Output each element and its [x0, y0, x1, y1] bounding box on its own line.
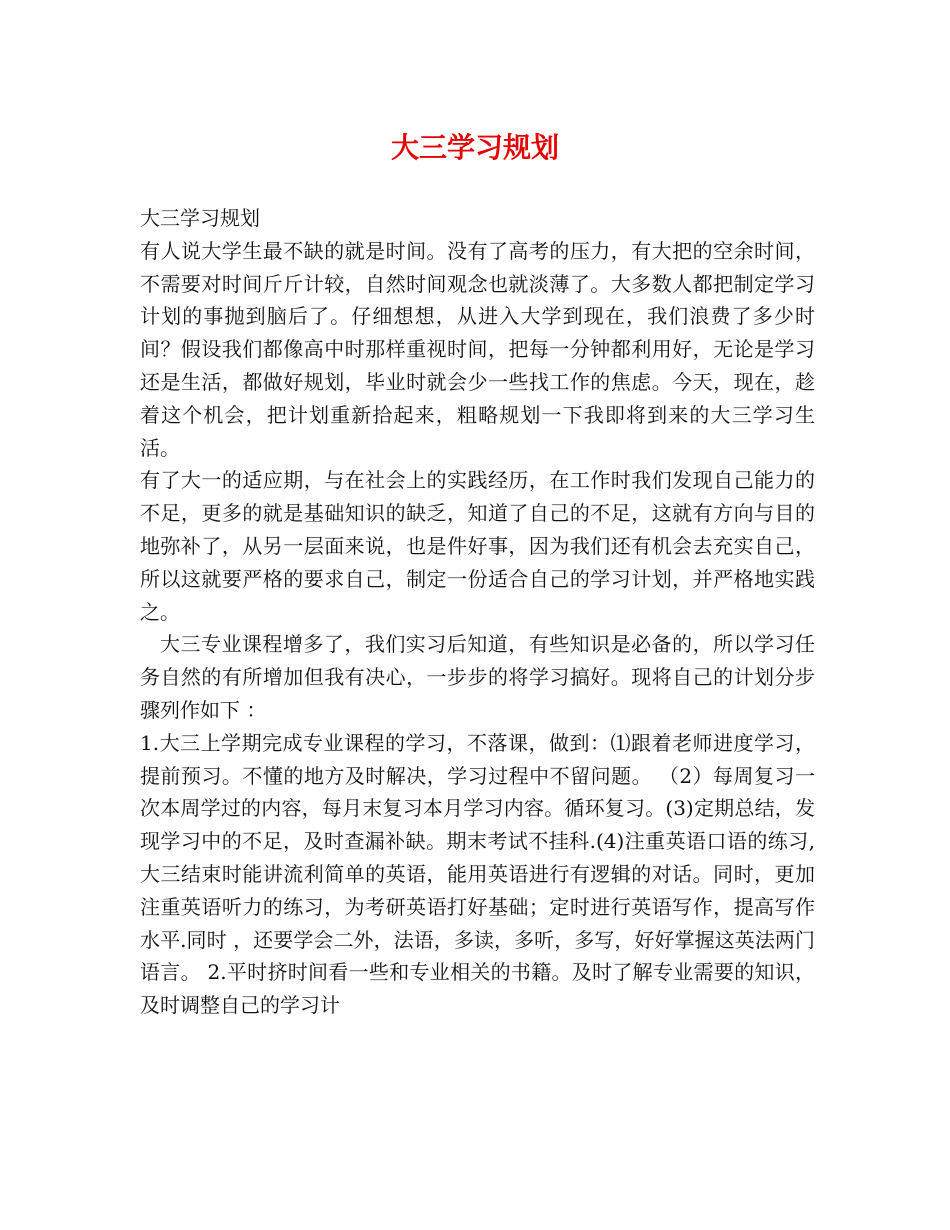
plan-steps-paragraph: 1.大三上学期完成专业课程的学习，不落课，做到：⑴跟着老师进度学习，提前预习。不懂的地方及时解决，学习过程中不留问题。 （2）每周复习一次本周学过的内容，每月末复习本月学习内容。循环复习。(3)定期总结，发现学习中的不足，及时查漏补缺。期末考试不挂科.(4)注重英语口语的练习,大三结束时能讲流利简单的英语，能用英语进行有逻辑的对话。同时，更加注重英语听力的练习，为考研英语打好基础；定时进行英语写作，提高写作水平.同时 ，还要学会二外，法语，多读，多听，多写，好好掌握这英法两门语言。 2.平时挤时间看一些和专业相关的书籍。及时了解专业需要的知识，及时调整自己的学习计: [140, 730, 815, 1018]
document-body: [140, 202, 815, 1022]
document-title: 大三学习规划: [390, 131, 559, 164]
subtitle-paragraph: 大三学习规划: [140, 206, 260, 230]
plan-intro-paragraph: 大三专业课程增多了，我们实习后知道，有些知识是必备的，所以学习任务自然的有所增加但我有决心，一步步的将学习搞好。现将自己的计划分步骤列作如下 ：: [140, 632, 815, 722]
intro-paragraph: 有人说大学生最不缺的就是时间。没有了高考的压力，有大把的空余时间，不需要对时间斤斤计较，自然时间观念也就淡薄了。大多数人都把制定学习计划的事抛到脑后了。仔细想想，从进入大学到现在，我们浪费了多少时间？假设我们都像高中时那样重视时间，把每一分钟都利用好，无论是学习还是生活，都做好规划，毕业时就会少一些找工作的焦虑。今天，现在，趁着这个机会，把计划重新拾起来，粗略规划一下我即将到来的大三学习生活。: [140, 238, 815, 460]
motivation-paragraph: 有了大一的适应期，与在社会上的实践经历，在工作时我们发现自己能力的不足，更多的就是基础知识的缺乏，知道了自己的不足，这就有方向与目的地弥补了，从另一层面来说，也是件好事，因为我们还有机会去充实自己，所以这就要严格的要求自己，制定一份适合自己的学习计划，并严格地实践之。: [140, 468, 815, 624]
